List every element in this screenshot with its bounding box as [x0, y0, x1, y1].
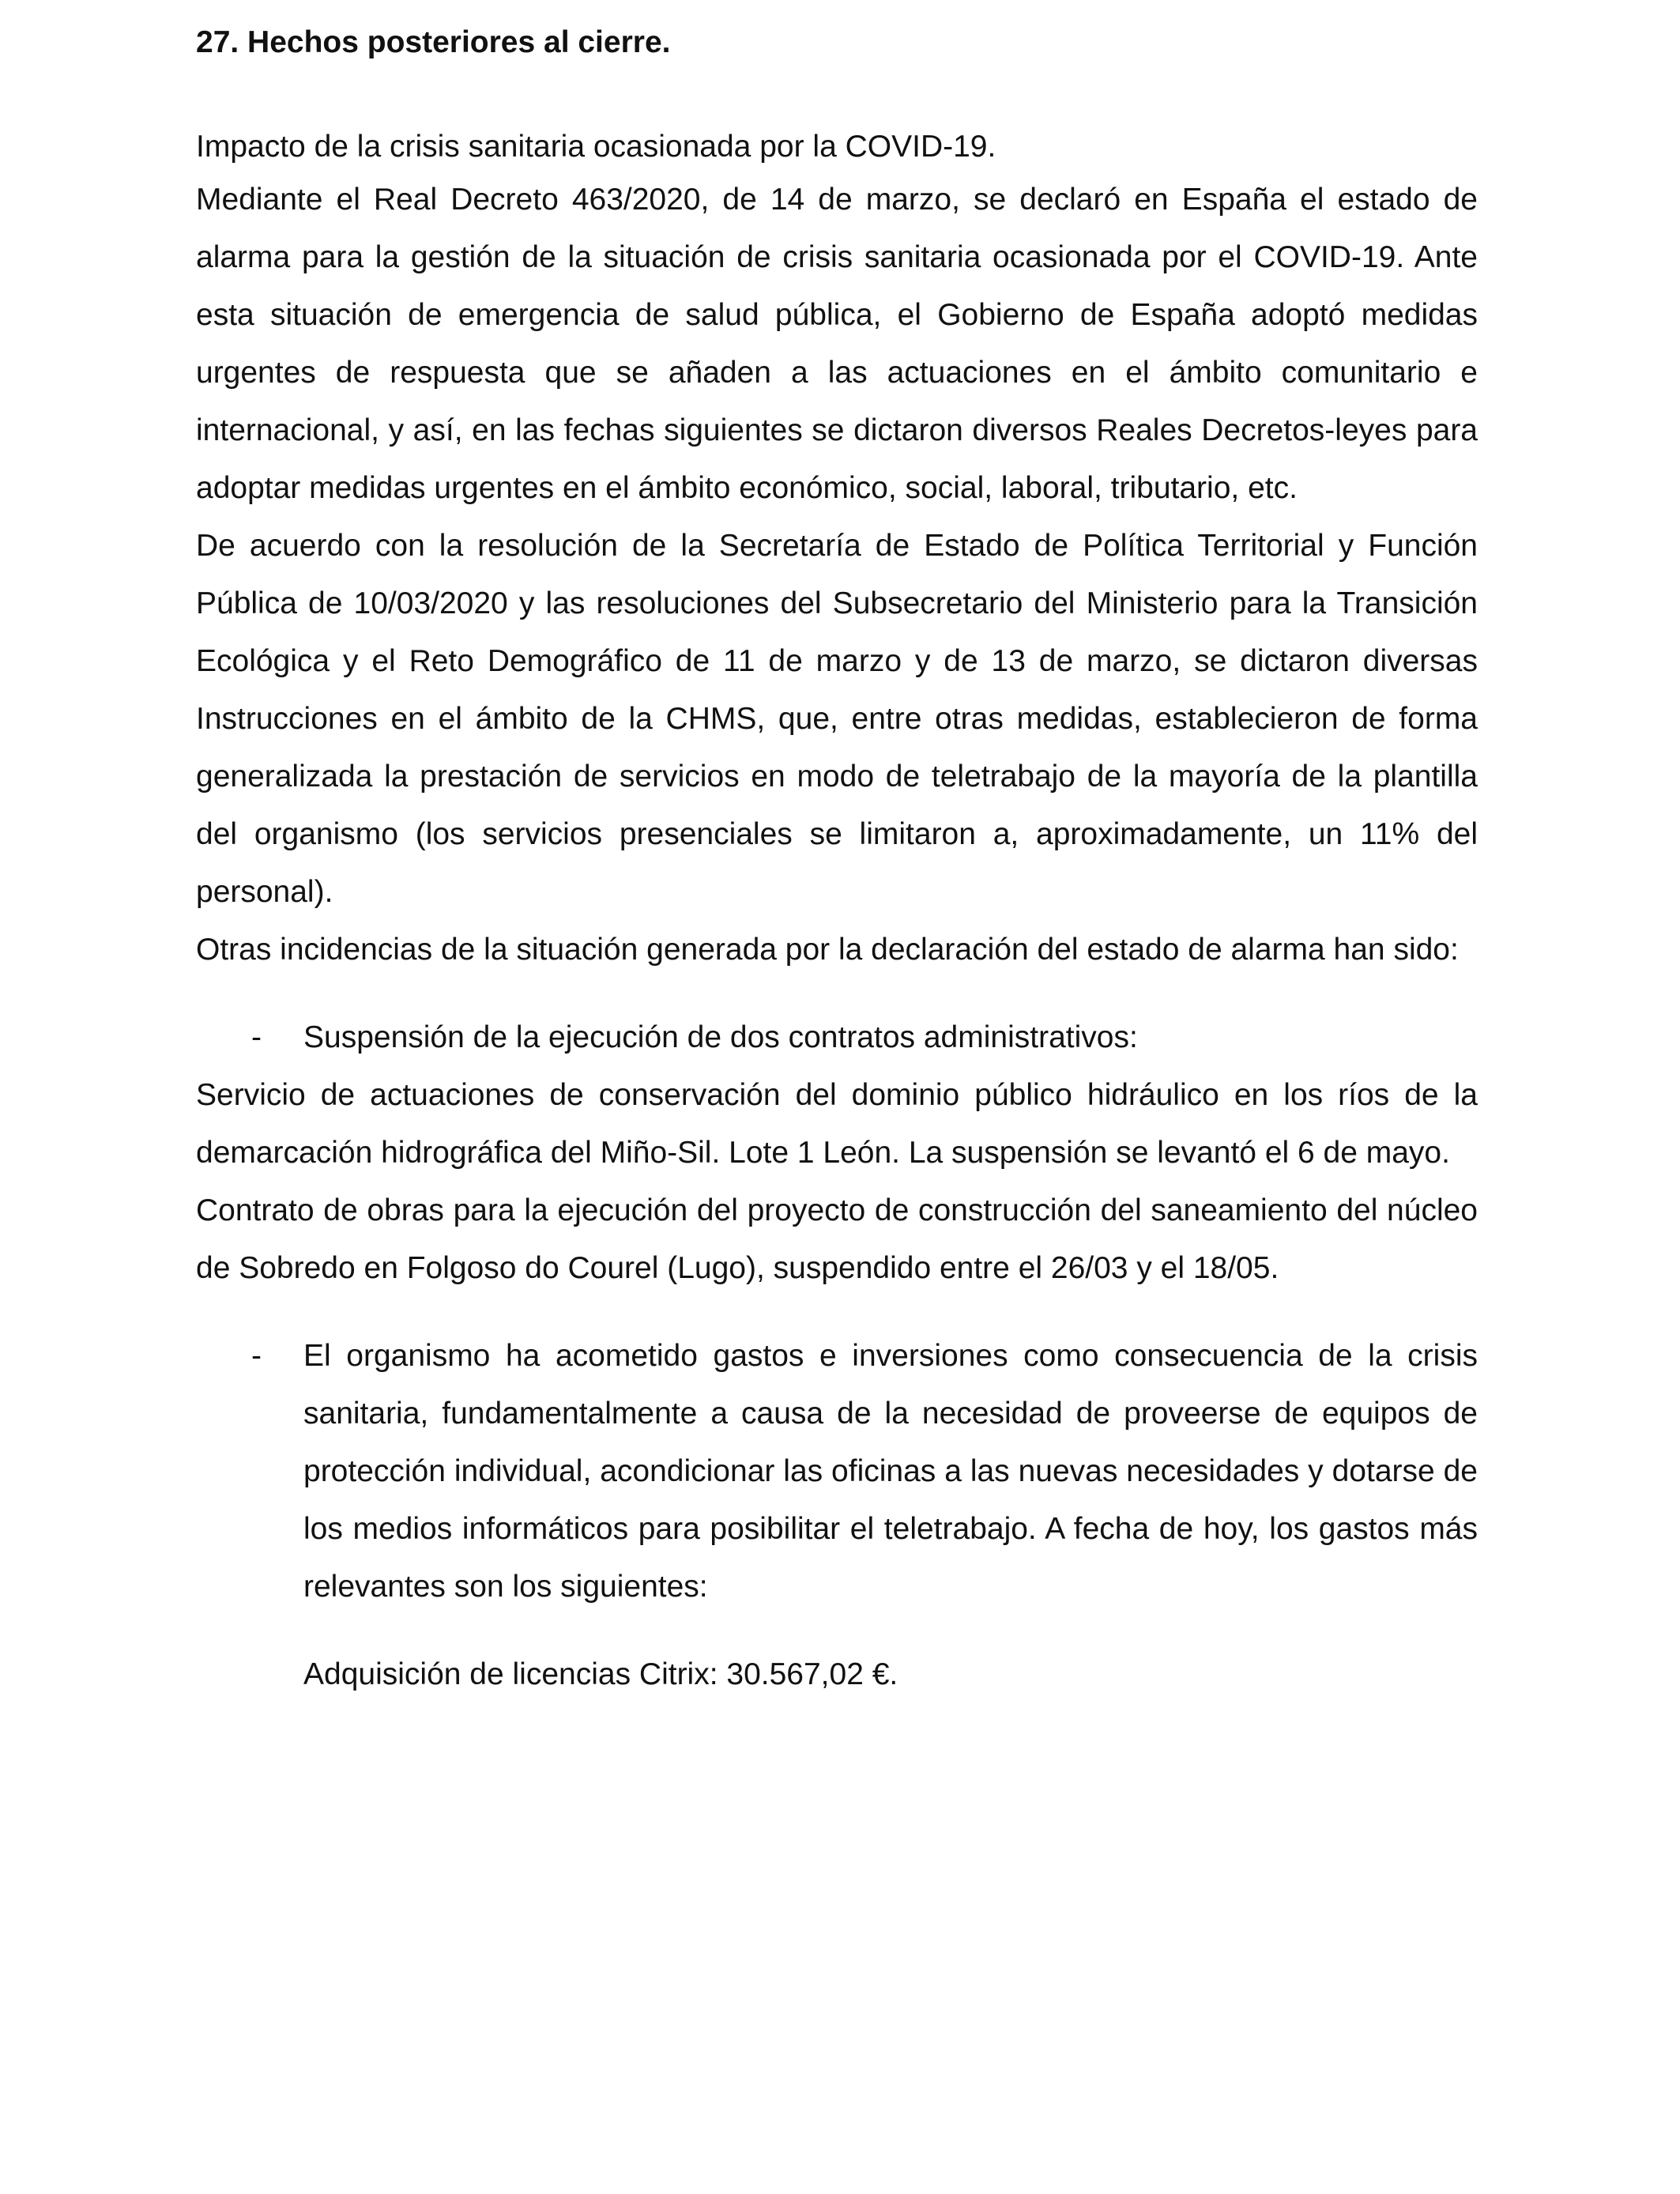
paragraph-resolucion: De acuerdo con la resolución de la Secretaría de Estado de Política Territorial y Función Pública de 10/03/2020 y las resoluciones del Subsecretario del Ministerio para la Transición Ecológica y el Reto Demográfico de 11 de marzo y de 13 de marzo, se dictaron diversas Instrucciones en el ámbito de la CHMS, que, entre otras medidas, establecieron de forma generalizada la prestación de servicios en modo de teletrabajo de la mayoría de la plantilla del organismo (los servicios presenciales se limitaron a, aproximadamente, un 11% del personal).: [196, 529, 1478, 909]
sub-item-contrato-obras: Contrato de obras para la ejecución del proyecto de construcción del saneamiento del núcleo de Sobredo en Folgoso do Courel (Lugo), suspendido entre el 26/03 y el 18/05.: [196, 1193, 1478, 1285]
bullet-item-gastos: [196, 1327, 1478, 1615]
section-subheading: Impacto de la crisis sanitaria ocasionada por la COVID-19.: [196, 130, 996, 164]
bullet-text: El organismo ha acometido gastos e inversiones como consecuencia de la crisis sanitaria, fundamentalmente a causa de la necesidad de proveerse de equipos de protección individual, acondicionar las oficinas a las nuevas necesidades y dotarse de los medios informáticos para posibilitar el teletrabajo. A fecha de hoy, los gastos más relevantes son los siguientes:: [303, 1339, 1478, 1604]
sub-item-licencias-citrix: Adquisición de licencias Citrix: 30.567,02 €.: [303, 1657, 898, 1691]
document-page: [196, 19, 1478, 1703]
paragraph-otras-incidencias: Otras incidencias de la situación generada por la declaración del estado de alarma han sido:: [196, 933, 1459, 967]
paragraph-real-decreto: Mediante el Real Decreto 463/2020, de 14 de marzo, se declaró en España el estado de alarma para la gestión de la situación de crisis sanitaria ocasionada por el COVID-19. Ante esta situación de emergencia de salud pública, el Gobierno de España adoptó medidas urgentes de respuesta que se añaden a las actuaciones en el ámbito comunitario e internacional, y así, en las fechas siguientes se dictaron diversos Reales Decretos-leyes para adoptar medidas urgentes en el ámbito económico, social, laboral, tributario, etc.: [196, 183, 1478, 505]
bullet-dash: -: [251, 1339, 262, 1373]
sub-item-servicio-actuaciones: Servicio de actuaciones de conservación del dominio público hidráulico en los ríos de la demarcación hidrográfica del Miño-Sil. Lote 1 León. La suspensión se levantó el 6 de mayo.: [196, 1078, 1478, 1170]
section-heading: 27. Hechos posteriores al cierre.: [196, 25, 671, 59]
bullet-item-suspension: [196, 1008, 1478, 1066]
bullet-dash: -: [251, 1020, 262, 1054]
bullet-text: Suspensión de la ejecución de dos contratos administrativos:: [303, 1020, 1138, 1054]
